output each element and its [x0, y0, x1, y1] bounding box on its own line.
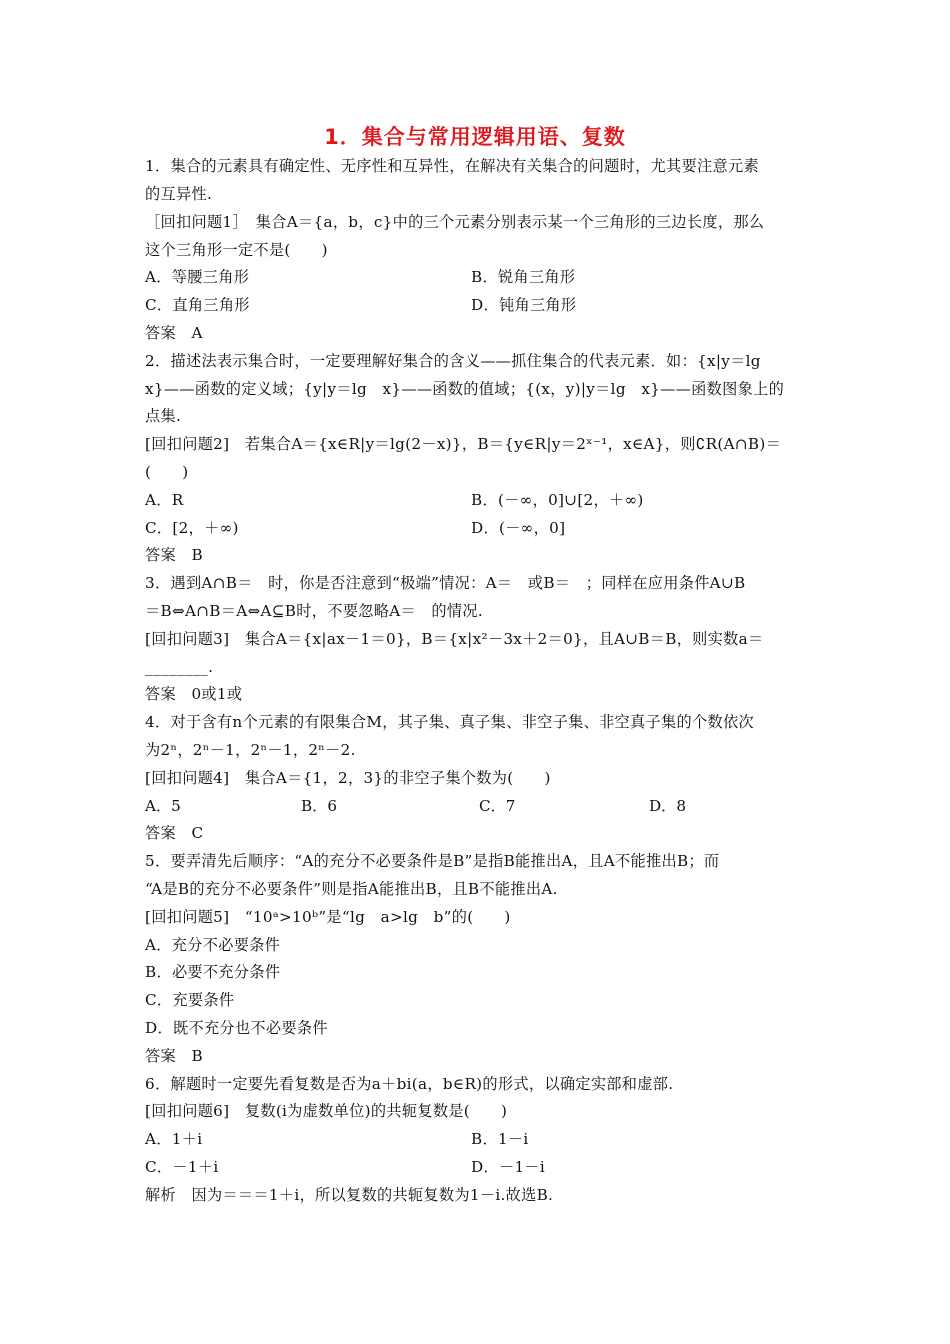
question-line: 这个三角形一定不是( ) [145, 241, 328, 259]
option-d: D．既不充分也不必要条件 [145, 1019, 328, 1037]
option-d: D．(－∞，0] [471, 519, 566, 537]
option-a: A．R [145, 491, 184, 509]
question-line: [回扣问题6] 复数(i为虚数单位)的共轭复数是( ) [145, 1102, 508, 1120]
option-c: C．直角三角形 [145, 296, 250, 314]
option-b: B．锐角三角形 [471, 268, 576, 286]
solution-line: 解析 因为＝＝＝1＋i，所以复数的共轭复数为1－i.故选B. [145, 1186, 554, 1204]
text-line: 点集. [145, 407, 182, 425]
option-b: B．1－i [471, 1130, 529, 1148]
option-a: A．5 [145, 797, 181, 815]
option-c: C．充要条件 [145, 991, 235, 1009]
page-title: 1．集合与常用逻辑用语、复数 [324, 125, 626, 149]
option-d: D．钝角三角形 [471, 296, 577, 314]
option-c: C．－1＋i [145, 1158, 219, 1176]
option-d: D．8 [649, 797, 687, 815]
option-b: B．(－∞，0]∪[2，＋∞) [471, 491, 644, 509]
option-d: D．－1－i [471, 1158, 546, 1176]
option-b: B．6 [301, 797, 338, 815]
answer-line: 答案 A [145, 324, 203, 342]
option-a: A．充分不必要条件 [145, 936, 281, 954]
text-line: 3．遇到A∩B＝ 时，你是否注意到“极端”情况：A＝ 或B＝ ；同样在应用条件A∪B [145, 574, 746, 592]
text-line: 5．要弄清先后顺序：“A的充分不必要条件是B”是指B能推出A，且A不能推出B；而 [145, 852, 720, 870]
text-line: “A是B的充分不必要条件”则是指A能推出B，且B不能推出A. [145, 880, 558, 898]
text-line: 的互异性. [145, 185, 213, 203]
answer-line: 答案 B [145, 1047, 203, 1065]
text-line: ＝B⇔A∩B＝A⇔A⊆B时，不要忽略A＝ 的情况. [145, 602, 484, 620]
question-blank: ________. [145, 658, 214, 676]
answer-line: 答案 0或1或 [145, 685, 243, 703]
option-b: B．必要不充分条件 [145, 963, 281, 981]
question-line: [回扣问题2] 若集合A＝{x∈R|y＝lg(2－x)}，B＝{y∈R|y＝2ˣ⁻¹，x∈A}，则∁R(A∩B)＝ [145, 435, 782, 453]
text-line: 2．描述法表示集合时，一定要理解好集合的含义——抓住集合的代表元素．如：{x|y＝lg [145, 352, 761, 370]
option-a: A．等腰三角形 [145, 268, 250, 286]
text-line: 4．对于含有n个元素的有限集合M，其子集、真子集、非空子集、非空真子集的个数依次 [145, 713, 754, 731]
question-line: ［回扣问题1］ 集合A＝{a，b，c}中的三个元素分别表示某一个三角形的三边长度，那么 [145, 213, 765, 231]
text-line: 1．集合的元素具有确定性、无序性和互异性，在解决有关集合的问题时，尤其要注意元素 [145, 157, 759, 175]
question-line: [回扣问题3] 集合A＝{x|ax－1＝0}，B＝{x|x²－3x＋2＝0}，且A∪B＝B，则实数a＝ [145, 630, 764, 648]
question-line: [回扣问题4] 集合A＝{1，2，3}的非空子集个数为( ) [145, 769, 551, 787]
text-line: x}——函数的定义域；{y|y＝lg x}——函数的值域；{(x，y)|y＝lg x}——函数图象上的 [145, 380, 785, 398]
text-line: 6．解题时一定要先看复数是否为a＋bi(a，b∈R)的形式，以确定实部和虚部. [145, 1075, 674, 1093]
question-line: [回扣问题5] “10ᵃ>10ᵇ”是“lg a>lg b”的( ) [145, 908, 511, 926]
answer-line: 答案 B [145, 546, 203, 564]
answer-line: 答案 C [145, 824, 204, 842]
option-a: A．1＋i [145, 1130, 203, 1148]
question-line: ( ) [145, 463, 189, 481]
text-line: 为2ⁿ，2ⁿ－1，2ⁿ－1，2ⁿ－2. [145, 741, 356, 759]
option-c: C．[2，＋∞) [145, 519, 239, 537]
option-c: C．7 [479, 797, 516, 815]
